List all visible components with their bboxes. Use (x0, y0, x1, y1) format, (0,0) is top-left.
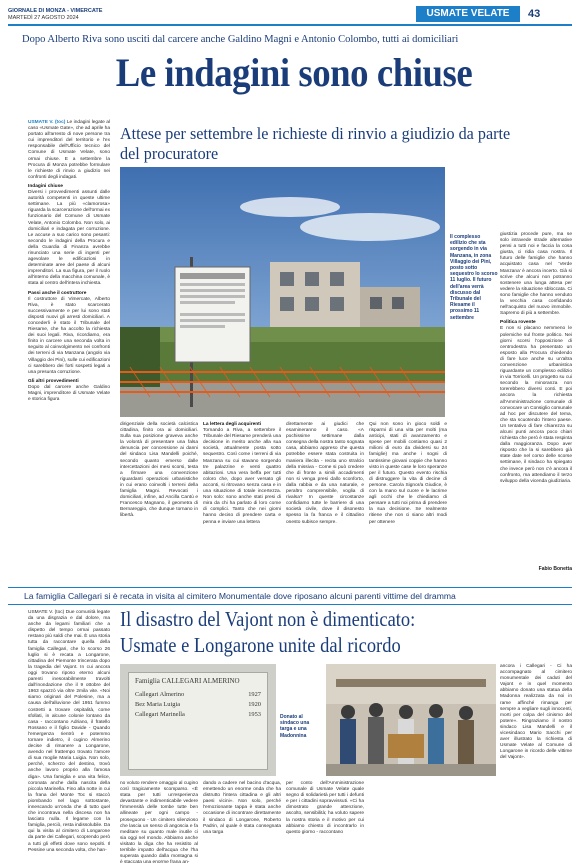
plaque-name: Bez Maria Luigia (135, 701, 181, 708)
plaque-name: Callegari Almerino (135, 691, 185, 698)
article1-paragraph: USMATE V. (toc) Le indagini legate al caso «Usmate Gate», che ad aprile ha portato all'arresto di nove persone tra cui imprenditori del territorio e l'ex responsabile dell'Ufficio tecnico del Comune di Usmate Velate, sono ormai chiuse. E a settembre la Procura di Monza potrebbe formulare le richieste di rinvio a giudizio nei confronti degli indagati. (28, 120, 110, 180)
section-label: USMATE VELATE (416, 6, 520, 22)
plaque-year: 1953 (248, 711, 261, 718)
group-photo-illustration (326, 664, 496, 776)
article2-column-a: no voluto rendere omaggio al cugino così tragicamente scomparso. «È stata per tutti un'esperienza devastante e indimenticabile vedere l'immensità delle tombe tutte ben allineate per ogni campo - proseguono - Un cimitero silenzioso che lascia un senso di angoscia e fa meditare su quanto male inutile ci sia oggi nel mondo. Abbiamo anche visitato la diga che ha resistito al terribile impatto dell'acqua che l'ha superata quando dalla montagna si è staccata una enorme frana an- (120, 781, 198, 866)
article1-paragraph: Dopo dal carcere anche Galdino Magni, imprenditore di Usmate Velate e storica figura (28, 384, 110, 403)
plaque-name: Callegari Marinella (135, 711, 185, 718)
publication-date: MARTEDÌ 27 AGOSTO 2024 (8, 15, 79, 21)
article1-lead: USMATE V. (toc) (28, 120, 66, 125)
construction-site-illustration (120, 167, 445, 417)
article1-paragraph: giustizia procede pure, ma se solo intravede strade alternative pensi a tutti noi e faccia la cosa giusta, ci ridia casa nostra. Il futuro delle famiglie che hanno acquistato casa nel ‘Verde Manzana’ è ancora incerto. Già si scrive che alcuni non potranno sostenere una lunga attesa per vedere la situazione sbloccata. Ci sono famiglie che hanno venduto la vecchia casa confidando nell'acquisto del nuovo immobile. Sapremo di più a settembre. (500, 232, 572, 317)
construction-site-photo (120, 167, 445, 417)
group-photo (326, 664, 496, 776)
article1-subhead: La lettera degli acquirenti (203, 422, 262, 427)
article1-headline: Le indagini sono chiuse (115, 50, 473, 95)
article1-signature: Fabio Bonetta (538, 566, 572, 572)
plaque-year: 1927 (248, 691, 261, 698)
publication-name: GIORNALE DI MONZA - VIMERCATE (8, 8, 103, 14)
article1-subhead: Politica rovente (500, 320, 536, 326)
article2-photo-caption: Donato al sindaco una targa e una Madonnina (280, 714, 310, 739)
article1-paragraph: Tornando a Riva, a settembre il Tribunale del Riesame prenderà una decisione in merito anche alla sua società, attualmente posta sotto sequestro. Così come i terreni di via Manzana su cui stavano sorgendo tre palazzine e venti quattro abitazioni. Una vera beffa per tutti coloro che, dopo aver versato gli acconti, si ritrovano senza casa e in una situazione di totale incertezza. Non solo: sono anche stati presi di mira da chi ha parlato di loro come di complici. Tanto che nei giorni hanno deciso di prendere carta e penna e inviare una lettera (203, 428, 281, 525)
section-divider (8, 587, 572, 588)
plaque-title: Famiglia CALLEGARI ALMERINO (135, 677, 240, 685)
article1-paragraph: Il costruttore di Vimercate, Alberto Riva, è stato scarcerato successivamente e per lui sono stati disposti nuovi gli arresti domiciliari. A concederli è stato il Tribunale del Riesame, che ha accolto la richiesta dei suoi legali. Riva, ricordiamo, era finito in carcere una seconda volta in seguito al coinvolgimento nei confronti dei terreni di via Manzana (angolo via Villaggio dei Pini), sulle cui edificazioni ci sarebbero dei forti sospetti legati a una presunta corruzione. (28, 296, 110, 375)
plaque-year: 1920 (248, 701, 261, 708)
page-number: 43 (528, 8, 541, 20)
article2-column-1: USMATE V. (toc) Due comunità legate da una disgrazia e dal dolore, ma anche da legami familiari che a dispetto del tempo ormai passato restano più saldi che mai. È una storia tutta da raccontare quella della famiglia Callegari, che lo scorso 26 luglio si è recata a Longarone, cittadina del Piemonte trincerata dopo la tragedia del Vajont. In cui ancora oggi trovano riposo eterno alcuni parenti inesorabilmente travolti dall'inondazione che il 9 ottobre del 1963 spazzò via oltre 2mila vite. «Noi siamo originari del Polesine, ma a causa dell'alluvione del 1951 fummo costretti a trovare ospitalità, come sfollati, in alcune colonie lontano da casa - raccontano Adriano, il fratello Rossano e il figlio Davide - Quando l'emergenza rientrò e potemmo tornare indietro, il cugino Almerino decise di rimanere a Longarone, avendo nel frattempo trovato l'amore di sua moglie Maria Luigia. Non solo, perché, scherzo del destino, trovò anche lavoro proprio alla famosa diga». Una famiglia e una vita felice, coronata anche dalla nascita della piccola Marinella. Fino alla notte in cui la frana del Monte Toc si staccò piombando nel lago sottostante, innescando un'onda che di tutto quel che incontrava nella discesa non ha lasciato nulla. Il legame con la famiglia, perciò, resta indissolubile. Da qui la visita al cimitero di Longarone da parte dei Callegari, scoprendo però a tutti gli effetti dove sono sepolti. Il Pessine una seconda volta, che han- (28, 610, 110, 853)
article2-column-c: per conto dell'Amministrazione comunale di Usmate Velate quale segno di solidarietà per tutti i defunti e per i cittadini sopravvissuti. «Ci ha dimostrato grande attenzione, ascolto, sensibilità; ha voluto sapere la nostra storia e il motivo per cui abbiamo chiesto di incontrarlo in questo giorno - raccontano (286, 781, 364, 835)
article1-photo-caption: Il complesso edilizio che sta sorgendo in via Manzana, in zona Villaggio dei Pini, posto sotto sequestro lo scorso 11 luglio. Il futuro dell'area verrà discusso dal Tribunale del Riesame il prossimo 11 settembre (450, 234, 498, 321)
memorial-plaque (128, 672, 268, 770)
article1-paragraph: E non si placano nemmeno le polemiche sul fronte politico. Nei giorni scorsi l'opposizione di centrodestra ha presentato un esposto alla Procura chiedendo di fare luce anche su un'altra convenzione urbanistica riguardante un complesso edilizio in via Torricelli. Un progetto su cui secondo la minoranza non torerebbero diversi conti. E poi ancora la richiesta all'Amministrazione comunale di convocare un Consiglio comunale ad hoc per discutere del tema, che sta scuotendo l'intero paese. Un tentativo di fare chiarezza su alcuni punti ancora poco chiari richiesta che però è stata respinta dalla maggioranza. Dopo aver risposto che la si sarebbero già state date nel corso delle scorse settimane, il sindaco ha spiegato che invece però non c'è ancora il confronto, ma attendiamo il terzo sviluppo della vicenda giudiziaria. (500, 326, 572, 484)
article1-column-d: Qui non sono in gioco soldi e risparmi di una vita per molti (ma anticipi, stati di avanzamento e spese per mobili contiamo quasi 2 milioni di euro da dividersi su 24 famiglie) ma anche i sogni di tantissime giovani coppie che hanno visto in queste case le loro speranze per il futuro. Questo evento rischia di distruggere la vita di decine di persone. Caro/a Signor/a Giudice, è con la mano sul cuore e le lacrime agli occhi che le chiediamo di pensare a tutti noi prima di prendere la sua decisione. Se realmente ritiene che non ci siano altri modi per ottenere (369, 422, 447, 525)
article2-column-b: dando a cadere nel bacino d'acqua, emettendo un enorme onda che ha distrutto l'intera cittadina e gli altri paesi vicini». Non solo, perché l'emozionante tappa è stata anche occasione di incontrare direttamente il sindaco di Longarone, Roberto Padrin, al quale è stata consegnata una targa (203, 781, 281, 835)
article1-subhead: Gli altri provvedimenti (28, 378, 79, 384)
article1-column-c: direttamente ai giudici che esamineranno il caso. «A pochissime settimane dalla consegna della nostra tanto sognata casa, abbiamo appreso che questa potrebbe essere stata costruita in maniera illecita - recita uno stralcio della missiva - Come si può credere che di fronte a simili accadimenti non si venga presi dallo sconforto, dalla rabbia e da una naturale, e peraltro comprensibile, voglia di rivalsa? In queste circostanze confidiamo tutte le barriere di una società civile, dove il disonesto spesso la fa franca e il cittadino onesto subisce sempre. (286, 422, 364, 525)
memorial-plaque-photo (120, 664, 276, 776)
article1-subhead: Passi anche il costruttore (28, 290, 87, 296)
article2-kicker: La famiglia Callegari si è recata in visita al cimitero Monumentale dove riposano alcuni parenti vittime del dramma (24, 591, 456, 601)
article2-column-d: ancora i Callegari - Ci ha accompagnato al cimitero monumentale dei caduti del Vajont e in quel momento abbiamo donato una statua della Madonna realizzata da noi in rame affinché rimanga per sempre a vegliare sugli innocenti, morti per colpa del cinismo del potere». Ringraziamo il nostro sindaco Lisa Mandelli e il vicesindaco Mario Sacchi per aver illustrato la richiesta di Usmate Velate al Comune di Longarone in ricordo delle vittime del Vajont». (500, 664, 572, 761)
section-divider (8, 604, 572, 605)
article1-subhead: Indagini chiuse (28, 183, 63, 189)
article2-headline-line-1: Il disastro del Vajont non è dimenticato: (120, 607, 416, 631)
masthead-rule (8, 24, 572, 26)
publication-info (8, 8, 102, 22)
article1-column-e (500, 232, 572, 562)
article2-headline-line-2: Usmate e Longarone unite dal ricordo (120, 633, 401, 657)
article1-subheadline: Attese per settembre le richieste di rinvio a giudizio da parte del procuratore (120, 124, 511, 163)
article1-column-a: dirigenziale della società calcistica cittadina, finito ora ai domiciliari. Sulla sua posizione graveva anche la volontà di presentare una falsa denuncia per concessione ai danni del sindaco Lisa Mandelli poiché, secondo quanto emerso dalle intercettazioni dei mesi scorsi, testa a firmare una convenzione riguardanti operazioni urbanistiche in cui erano coinvolti i terreni della famiglia Magni. Revocati i domiciliari, infine, ad Ancilla Cantù e Francesco Magnano, il geometra di Bernareggio, che dunque tornano in libertà. (120, 422, 198, 519)
article1-kicker: Dopo Alberto Riva sono usciti dal carcere anche Galdino Magni e Antonio Colombo, tutti ai domiciliari (22, 34, 459, 45)
article1-paragraph: Diversi i provvedimenti assunti dalle autorità competenti in queste ultime settimane. La più «clamorosa» riguarda la scarcerazione dell'ormai ex funzionario del Comune di Usmate Velate, Antonio Colombo. Non solo, ai domiciliari e indagata per corruzione. Le accuse a suo carico sono pesanti: secondo le indagini della Procura e della Guardia di Finanza avrebbe rinunciato una serie di ingenti per agevolare le edificazioni in determinate aree del paese di alcuni imprenditori. La sua figura, per il ruolo all'interno della macchina comunale, è stata al centro dell'intera inchiesta. (28, 190, 110, 287)
article1-column-1 (28, 120, 110, 582)
article1-column-b (203, 422, 281, 582)
